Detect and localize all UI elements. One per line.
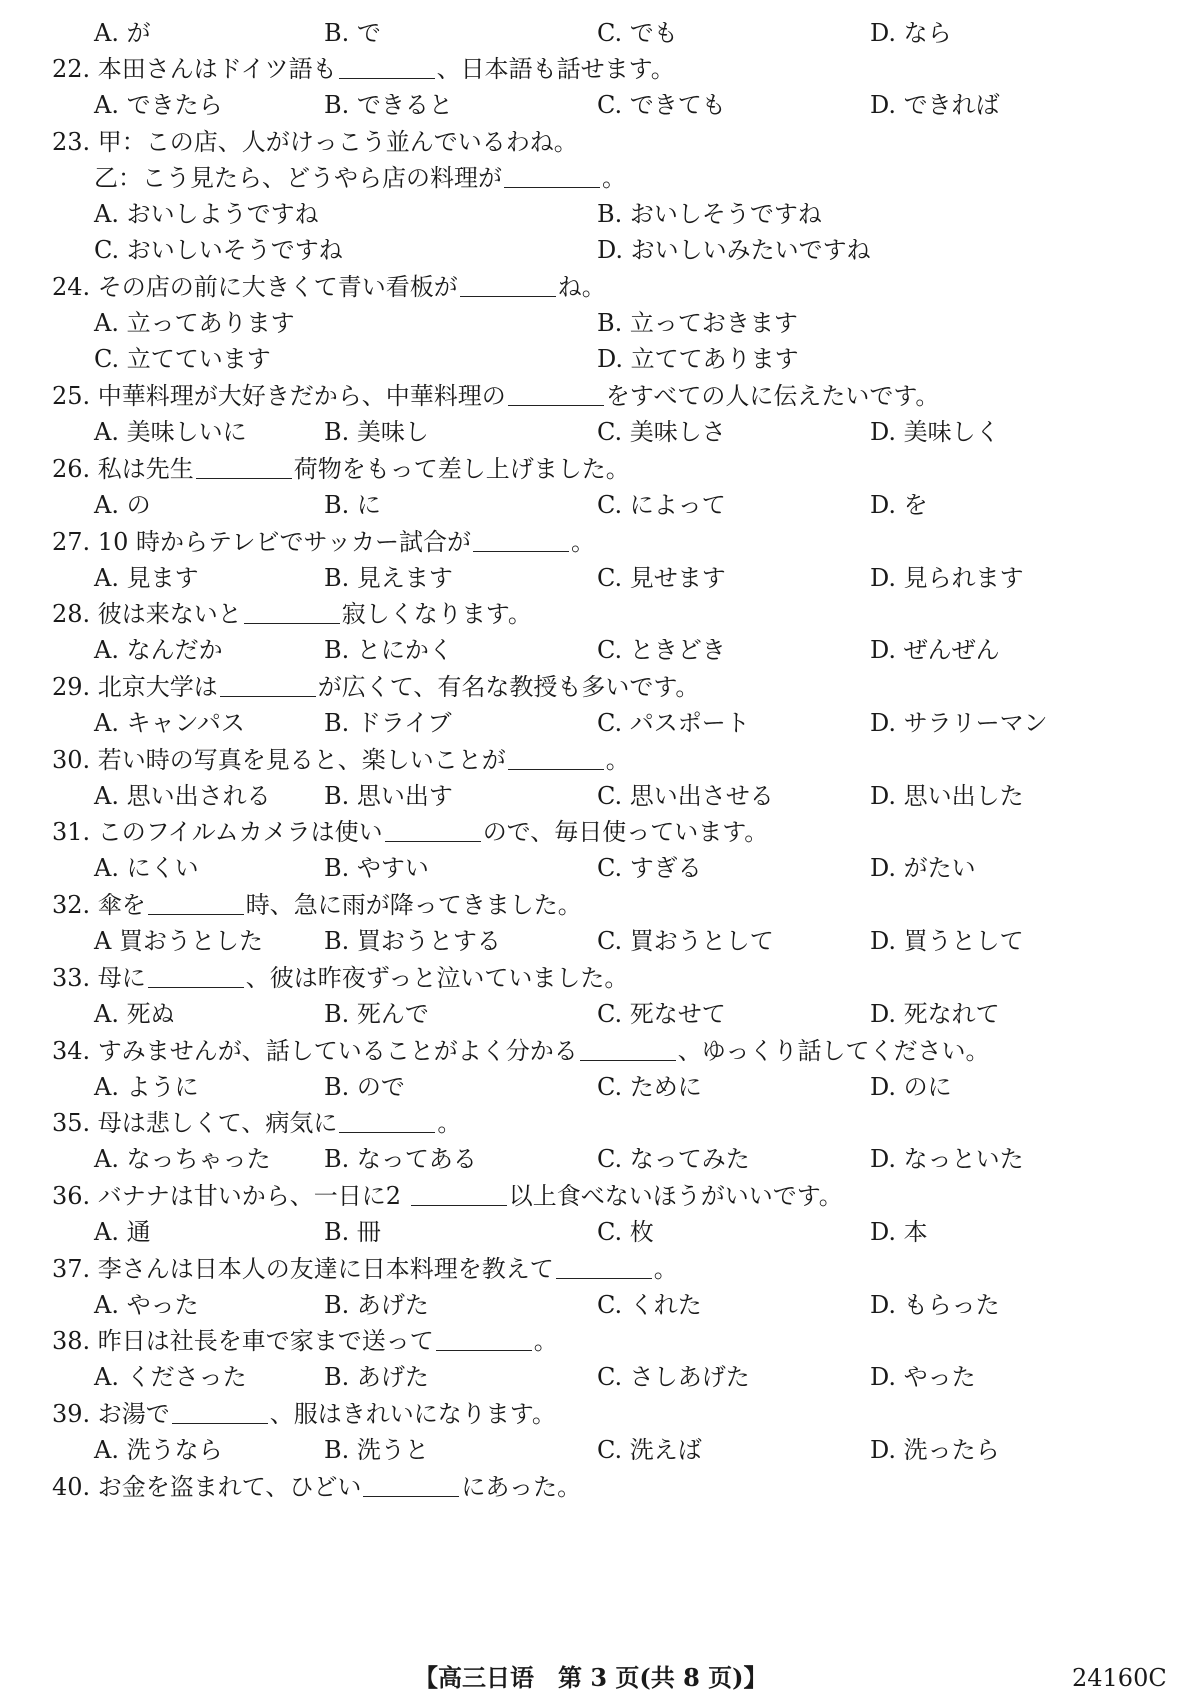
q23-option-d: D. おいしいみたいですね — [597, 236, 871, 264]
q31-blank — [385, 819, 481, 842]
q24-text-pre: 24. その店の前に大きくて青い看板が — [52, 273, 458, 301]
q33-option-b: B. 死んで — [324, 1000, 429, 1028]
q29-blank — [220, 674, 316, 697]
q38-options — [52, 1360, 1160, 1394]
q22-option-c: C. できても — [597, 91, 726, 119]
q22-option-d: D. できれば — [870, 91, 1000, 119]
q23-options-row2 — [52, 233, 1160, 267]
q36-options — [52, 1215, 1160, 1249]
q29-option-c: C. パスポート — [597, 709, 750, 737]
q30-blank — [508, 747, 604, 770]
page-footer — [0, 1662, 1200, 1694]
footer-page-label: 【高三日语 第 3 页(共 8 页)】 — [414, 1663, 768, 1692]
q32-option-d: D. 買うとして — [870, 927, 1024, 955]
q38-option-b: B. あげた — [324, 1363, 429, 1391]
q25-option-b: B. 美味し — [324, 418, 429, 446]
q39-options — [52, 1433, 1160, 1467]
q23-text-line1: 23. 甲：この店、人がけっこう並んでいるわね。 — [52, 128, 578, 156]
q27-options — [52, 561, 1160, 595]
q39-blank — [172, 1401, 268, 1424]
q21-options — [52, 16, 1160, 50]
q23-text-post: 。 — [602, 164, 626, 192]
q39-text-pre: 39. お湯で — [52, 1400, 170, 1428]
q36-text-pre: 36. バナナは甘いから、一日に2 — [52, 1182, 409, 1210]
q24-option-d: D. 立ててあります — [597, 345, 799, 373]
q36-text-post: 以上食べないほうがいいです。 — [508, 1182, 843, 1210]
q24-blank — [460, 274, 556, 297]
q31-option-b: B. やすい — [324, 854, 429, 882]
q22-text-pre: 22. 本田さんはドイツ語も — [52, 55, 337, 83]
q27-text-pre: 27. 10 時からテレビでサッカー試合が — [52, 528, 472, 556]
q25-option-a: A. 美味しいに — [94, 418, 247, 446]
q22-options — [52, 88, 1160, 122]
q24-option-a: A. 立ってあります — [94, 309, 295, 337]
q31-option-c: C. すぎる — [597, 854, 702, 882]
q35-options — [52, 1142, 1160, 1176]
q27-text-post: 。 — [571, 528, 596, 556]
q31-options — [52, 851, 1160, 885]
q24-text-post: ね。 — [557, 273, 606, 301]
q23-blank — [504, 165, 600, 188]
q21-option-a: A. が — [94, 19, 151, 47]
q29-options — [52, 706, 1160, 740]
q26-text-post: 荷物をもって差し上げました。 — [293, 455, 630, 483]
q32-option-c: C. 買おうとして — [597, 927, 774, 955]
q31-option-a: A. にくい — [94, 854, 199, 882]
q35-text-post: 。 — [437, 1109, 462, 1137]
q35-option-a: A. なっちゃった — [94, 1145, 271, 1173]
q33-blank — [148, 965, 244, 988]
q28-stem — [52, 597, 1160, 631]
q35-blank — [339, 1110, 435, 1133]
q40-blank — [363, 1474, 459, 1497]
q36-option-d: D. 本 — [870, 1218, 928, 1246]
q27-option-a: A. 見ます — [94, 564, 199, 592]
q38-option-a: A. くださった — [94, 1363, 247, 1391]
q26-options — [52, 488, 1160, 522]
q27-option-b: B. 見えます — [324, 564, 453, 592]
q37-blank — [556, 1256, 652, 1279]
q28-option-a: A. なんだか — [94, 636, 223, 664]
q29-text-pre: 29. 北京大学は — [52, 673, 218, 701]
q28-option-d: D. ぜんぜん — [870, 636, 1000, 664]
q36-stem — [52, 1179, 1160, 1213]
q37-stem — [52, 1252, 1160, 1286]
q28-options — [52, 633, 1160, 667]
footer-exam-code: 24160C — [1072, 1664, 1167, 1692]
q28-option-c: C. ときどき — [597, 636, 726, 664]
q35-stem — [52, 1106, 1160, 1140]
q39-option-b: B. 洗うと — [324, 1436, 429, 1464]
q31-text-post: ので、毎日使っています。 — [482, 818, 769, 846]
q37-text-pre: 37. 李さんは日本人の友達に日本料理を教えて — [52, 1255, 554, 1283]
q37-option-a: A. やった — [94, 1291, 199, 1319]
q26-option-b: B. に — [324, 491, 381, 519]
q30-option-b: B. 思い出す — [324, 782, 453, 810]
q22-option-b: B. できると — [324, 91, 453, 119]
q30-option-d: D. 思い出した — [870, 782, 1024, 810]
q33-option-d: D. 死なれて — [870, 1000, 1000, 1028]
q26-option-a: A. の — [94, 491, 151, 519]
q37-option-c: C. くれた — [597, 1291, 702, 1319]
q35-text-pre: 35. 母は悲しくて、病気に — [52, 1109, 338, 1137]
q32-text-post: 時、急に雨が降ってきました。 — [245, 891, 582, 919]
q37-option-d: D. もらった — [870, 1291, 1000, 1319]
q22-option-a: A. できたら — [94, 91, 223, 119]
q23-option-a: A. おいしようですね — [94, 200, 319, 228]
q39-option-d: D. 洗ったら — [870, 1436, 1000, 1464]
q26-option-c: C. によって — [597, 491, 726, 519]
q31-stem — [52, 815, 1160, 849]
q34-option-d: D. のに — [870, 1073, 952, 1101]
q30-options — [52, 779, 1160, 813]
q34-blank — [580, 1038, 676, 1061]
q27-option-c: C. 見せます — [597, 564, 726, 592]
q26-blank — [196, 456, 292, 479]
q33-text-post: 、彼は昨夜ずっと泣いていました。 — [245, 964, 629, 992]
q35-option-c: C. なってみた — [597, 1145, 750, 1173]
q33-option-a: A. 死ぬ — [94, 1000, 175, 1028]
q23-option-b: B. おいしそうですね — [597, 200, 822, 228]
q38-option-c: C. さしあげた — [597, 1363, 750, 1391]
q29-text-post: が広くて、有名な教授も多いです。 — [317, 673, 700, 701]
q30-text-post: 。 — [605, 746, 630, 774]
q32-options — [52, 924, 1160, 958]
q26-stem — [52, 452, 1160, 486]
q28-blank — [244, 601, 340, 624]
q24-option-c: C. 立てています — [94, 345, 271, 373]
q30-stem — [52, 743, 1160, 777]
q25-text-pre: 25. 中華料理が大好きだから、中華料理の — [52, 382, 506, 410]
q22-stem — [52, 52, 1160, 86]
q35-option-b: B. なってある — [324, 1145, 477, 1173]
q40-text-post: にあった。 — [461, 1473, 582, 1501]
q34-option-c: C. ために — [597, 1073, 702, 1101]
q30-option-c: C. 思い出させる — [597, 782, 774, 810]
q32-text-pre: 32. 傘を — [52, 891, 146, 919]
q40-text-pre: 40. お金を盗まれて、ひどい — [52, 1473, 362, 1501]
q28-option-b: B. とにかく — [324, 636, 453, 664]
q37-options — [52, 1288, 1160, 1322]
q25-option-c: C. 美味しさ — [597, 418, 726, 446]
q29-option-a: A. キャンパス — [94, 709, 245, 737]
q34-option-a: A. ように — [94, 1073, 199, 1101]
q30-option-a: A. 思い出される — [94, 782, 271, 810]
q37-option-b: B. あげた — [324, 1291, 429, 1319]
q29-stem — [52, 670, 1160, 704]
q38-blank — [436, 1328, 532, 1351]
q31-option-d: D. がたい — [870, 854, 976, 882]
q22-text-post: 、日本語も話せます。 — [436, 55, 675, 83]
q26-option-d: D. を — [870, 491, 928, 519]
q36-option-c: C. 枚 — [597, 1218, 654, 1246]
q32-blank — [148, 892, 244, 915]
q21-option-c: C. でも — [597, 19, 678, 47]
q32-option-a: A 買おうとした — [94, 927, 263, 955]
q33-option-c: C. 死なせて — [597, 1000, 726, 1028]
q32-option-b: B. 買おうとする — [324, 927, 501, 955]
q23-options-row1 — [52, 197, 1160, 231]
q23-stem-line2 — [52, 161, 1160, 195]
q38-option-d: D. やった — [870, 1363, 976, 1391]
q21-option-d: D. なら — [870, 19, 952, 47]
q31-text-pre: 31. このフイルムカメラは使い — [52, 818, 383, 846]
q36-blank — [411, 1183, 507, 1206]
q38-text-pre: 38. 昨日は社長を車で家まで送って — [52, 1327, 434, 1355]
q25-stem — [52, 379, 1160, 413]
q28-text-post: 寂しくなります。 — [341, 600, 532, 628]
q25-option-d: D. 美味しく — [870, 418, 1000, 446]
q24-option-b: B. 立っておきます — [597, 309, 798, 337]
q33-text-pre: 33. 母に — [52, 964, 146, 992]
q40-stem — [52, 1470, 1160, 1504]
q27-stem — [52, 525, 1160, 559]
q24-options-row1 — [52, 306, 1160, 340]
q34-options — [52, 1070, 1160, 1104]
q21-option-b: B. で — [324, 19, 381, 47]
q34-text-post: 、ゆっくり話してください。 — [677, 1037, 990, 1065]
q23-stem-line1 — [52, 125, 1160, 159]
q33-options — [52, 997, 1160, 1031]
q37-text-post: 。 — [653, 1255, 678, 1283]
q23-option-c: C. おいしいそうですね — [94, 236, 343, 264]
q35-option-d: D. なっといた — [870, 1145, 1024, 1173]
q24-stem — [52, 270, 1160, 304]
q29-option-d: D. サラリーマン — [870, 709, 1048, 737]
q30-text-pre: 30. 若い時の写真を見ると、楽しいことが — [52, 746, 506, 774]
q25-blank — [508, 383, 604, 406]
q29-option-b: B. ドライブ — [324, 709, 452, 737]
q32-stem — [52, 888, 1160, 922]
q39-option-c: C. 洗えば — [597, 1436, 702, 1464]
q39-option-a: A. 洗うなら — [94, 1436, 223, 1464]
q22-blank — [339, 56, 435, 79]
q38-stem — [52, 1324, 1160, 1358]
q25-options — [52, 415, 1160, 449]
q23-text-pre: 乙：こう見たら、どうやら店の料理が — [94, 164, 502, 192]
q36-option-a: A. 通 — [94, 1218, 151, 1246]
q28-text-pre: 28. 彼は来ないと — [52, 600, 242, 628]
q34-option-b: B. ので — [324, 1073, 405, 1101]
q39-text-post: 、服はきれいになります。 — [269, 1400, 556, 1428]
q38-text-post: 。 — [533, 1327, 558, 1355]
q24-options-row2 — [52, 342, 1160, 376]
q27-blank — [473, 529, 569, 552]
q34-text-pre: 34. すみませんが、話していることがよく分かる — [52, 1037, 578, 1065]
q26-text-pre: 26. 私は先生 — [52, 455, 194, 483]
q39-stem — [52, 1397, 1160, 1431]
q34-stem — [52, 1034, 1160, 1068]
q36-option-b: B. 冊 — [324, 1218, 381, 1246]
q27-option-d: D. 見られます — [870, 564, 1024, 592]
q25-text-post: をすべての人に伝えたいです。 — [605, 382, 940, 410]
q33-stem — [52, 961, 1160, 995]
